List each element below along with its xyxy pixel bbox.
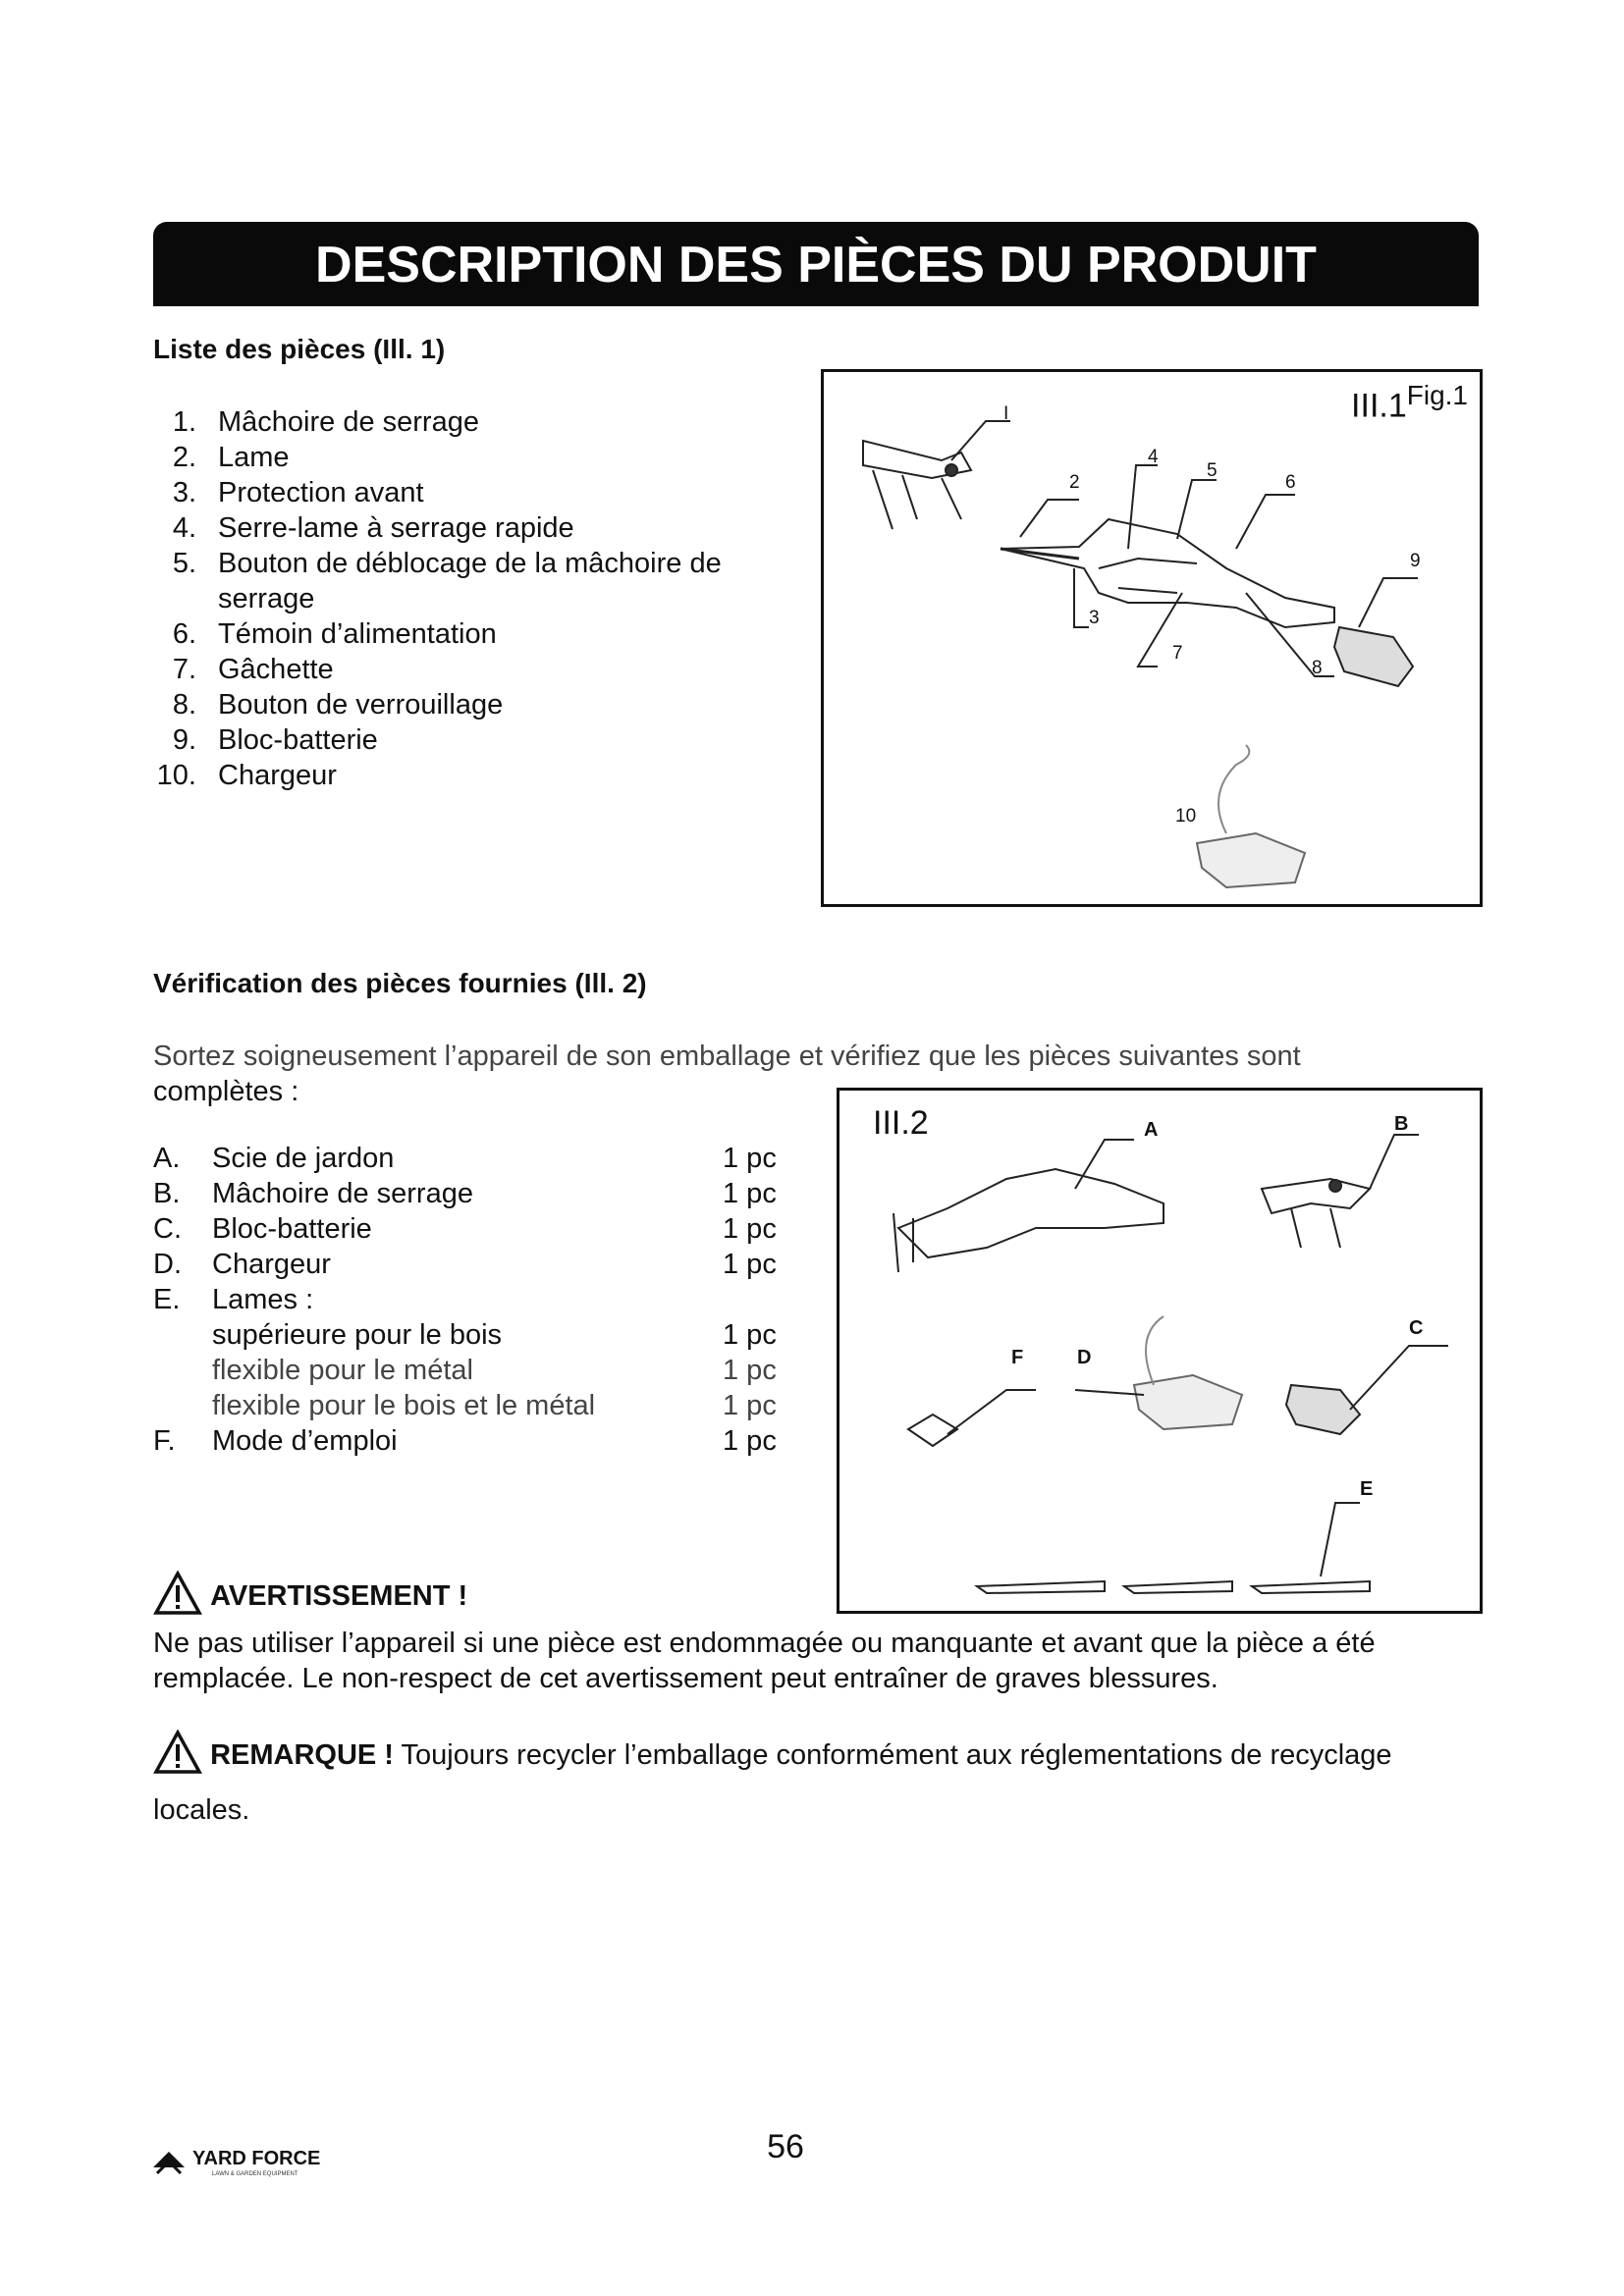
parts-list-text: Bouton de verrouillage [218,689,504,721]
parts-list [153,404,722,793]
contents-table [153,1141,791,1459]
parts-list-number: 9. [172,724,196,756]
parts-list-number: 5. [172,548,196,579]
figure-1-callout: 10 [1175,806,1197,827]
contents-row [153,1211,791,1247]
figure-1-callout: 7 [1172,643,1183,664]
figure-1-callout: I [1003,403,1009,424]
parts-list-item [153,440,722,475]
clamp-jaw-illustration [863,441,971,529]
parts-list-text: serrage [218,583,315,614]
warning-line-2: remplacée. Le non-respect de cet avertissement peut entraîner de graves blessures. [153,1663,1218,1694]
parts-list-text: Bloc-batterie [218,724,378,756]
contents-name: Chargeur [212,1249,331,1280]
parts-list-item [153,758,722,793]
figure-1-label: $III.1^{Fig.1}$ [1351,380,1468,425]
contents-letter: A. [153,1143,181,1174]
parts-list-number: 6. [172,618,196,650]
battery-illustration [1286,1385,1360,1434]
parts-list-text: Serre-lame à serrage rapide [218,512,574,544]
figure-1-callout: 4 [1148,447,1159,467]
contents-name: flexible pour le métal [212,1355,473,1386]
verification-intro-2: complètes : [153,1076,299,1107]
remark-text: Toujours recycler l’emballage conformément aux réglementations de recyclage [401,1739,1392,1772]
remark-title: REMARQUE ! [210,1739,394,1772]
figure-2-callout: C [1409,1317,1424,1339]
parts-list-item [153,510,722,546]
parts-list-text: Protection avant [218,477,424,508]
parts-list-number: 4. [172,512,196,544]
clamp-jaw-illustration [1262,1179,1370,1248]
contents-row [153,1317,791,1353]
parts-list-item [153,581,722,616]
contents-letter: C. [153,1213,182,1245]
contents-row [153,1388,791,1423]
figure-2-label: III.2 [873,1104,929,1142]
blades-illustration [977,1581,1370,1593]
brand-name: YARD FORCE [192,2148,321,2169]
contents-name: Mâchoire de serrage [212,1178,473,1209]
contents-row [153,1141,791,1176]
brand-tagline: LAWN & GARDEN EQUIPMENT [212,2171,298,2177]
parts-list-text: Lame [218,442,290,473]
parts-list-number: 2. [172,442,196,473]
manual-illustration [908,1415,957,1446]
figure-1-callout: 6 [1285,472,1296,493]
warning-triangle-icon [153,1730,202,1784]
saw-illustration [1001,519,1334,627]
contents-row [153,1247,791,1282]
contents-name: flexible pour le bois et le métal [212,1390,596,1421]
contents-name: Lames : [212,1284,314,1315]
page-title: DESCRIPTION DES PIÈCES DU PRODUIT [315,237,1317,294]
parts-list-number: 8. [172,689,196,721]
contents-qty: 1 pc [723,1178,777,1209]
contents-letter: B. [153,1178,181,1209]
parts-list-item [153,722,722,758]
figure-2-callout: E [1360,1478,1374,1500]
brand-logo [153,2140,369,2184]
contents-row [153,1176,791,1211]
parts-list-text: Témoin d’alimentation [218,618,497,650]
verification-intro-1: Sortez soigneusement l’appareil de son emballage et vérifiez que les pièces suivantes sont [153,1041,1301,1072]
parts-list-item [153,652,722,687]
figure-2 [837,1088,1483,1614]
parts-list-item [153,687,722,722]
verification-heading: Vérification des pièces fournies (Ill. 2) [153,968,647,998]
parts-list-heading: Liste des pièces (Ill. 1) [153,334,446,364]
warning-title: AVERTISSEMENT ! [210,1580,468,1613]
remark-block [153,1730,1392,1784]
warning-triangle-icon [153,1571,202,1625]
figure-1-callout: 5 [1207,460,1218,481]
parts-list-number: 7. [172,654,196,685]
parts-list-number: 1. [172,406,196,438]
contents-name: Bloc-batterie [212,1213,372,1245]
contents-name: Mode d’emploi [212,1425,398,1457]
contents-letter: E. [153,1284,181,1315]
figure-2-callout: D [1077,1347,1092,1368]
contents-row [153,1282,791,1317]
contents-qty: 1 pc [723,1249,777,1280]
figure-2-callout: A [1144,1119,1159,1141]
warning-block [153,1571,467,1625]
page-number: 56 [767,2128,804,2165]
contents-name: Scie de jardon [212,1143,395,1174]
figure-2-callout: B [1394,1113,1409,1135]
parts-list-text: Bouton de déblocage de la mâchoire de [218,548,722,579]
contents-letter: F. [153,1425,176,1457]
figure-2-drawing [839,1091,1486,1617]
contents-row [153,1423,791,1459]
figure-1-callout: 8 [1312,658,1323,678]
parts-list-number: 10. [156,760,196,791]
parts-list-item [153,616,722,652]
warning-line-1: Ne pas utiliser l’appareil si une pièce est endommagée ou manquante et avant que la pièce a été [153,1628,1376,1659]
contents-qty: 1 pc [723,1390,777,1421]
parts-list-number: 3. [172,477,196,508]
section-banner [153,222,1479,306]
contents-qty: 1 pc [723,1213,777,1245]
charger-illustration [1134,1375,1242,1429]
saw-illustration [898,1169,1164,1257]
battery-illustration [1334,627,1413,686]
contents-letter: D. [153,1249,182,1280]
figure-1-callout: 3 [1089,608,1100,628]
charger-illustration [1197,833,1305,887]
contents-name: supérieure pour le bois [212,1319,503,1351]
parts-list-item [153,546,722,581]
remark-line-2: locales. [153,1794,250,1826]
contents-qty: 1 pc [723,1319,777,1351]
parts-list-text: Chargeur [218,760,337,791]
parts-list-text: Mâchoire de serrage [218,406,479,438]
figure-1-callout: 9 [1410,551,1421,571]
contents-qty: 1 pc [723,1425,777,1457]
parts-list-item [153,475,722,510]
parts-list-item [153,404,722,440]
contents-row [153,1353,791,1388]
parts-list-text: Gâchette [218,654,334,685]
contents-qty: 1 pc [723,1355,777,1386]
figure-1-callout: 2 [1069,472,1080,493]
figure-1 [821,369,1483,907]
figure-1-drawing [824,372,1486,910]
contents-qty: 1 pc [723,1143,777,1174]
figure-2-callout: F [1011,1347,1024,1368]
